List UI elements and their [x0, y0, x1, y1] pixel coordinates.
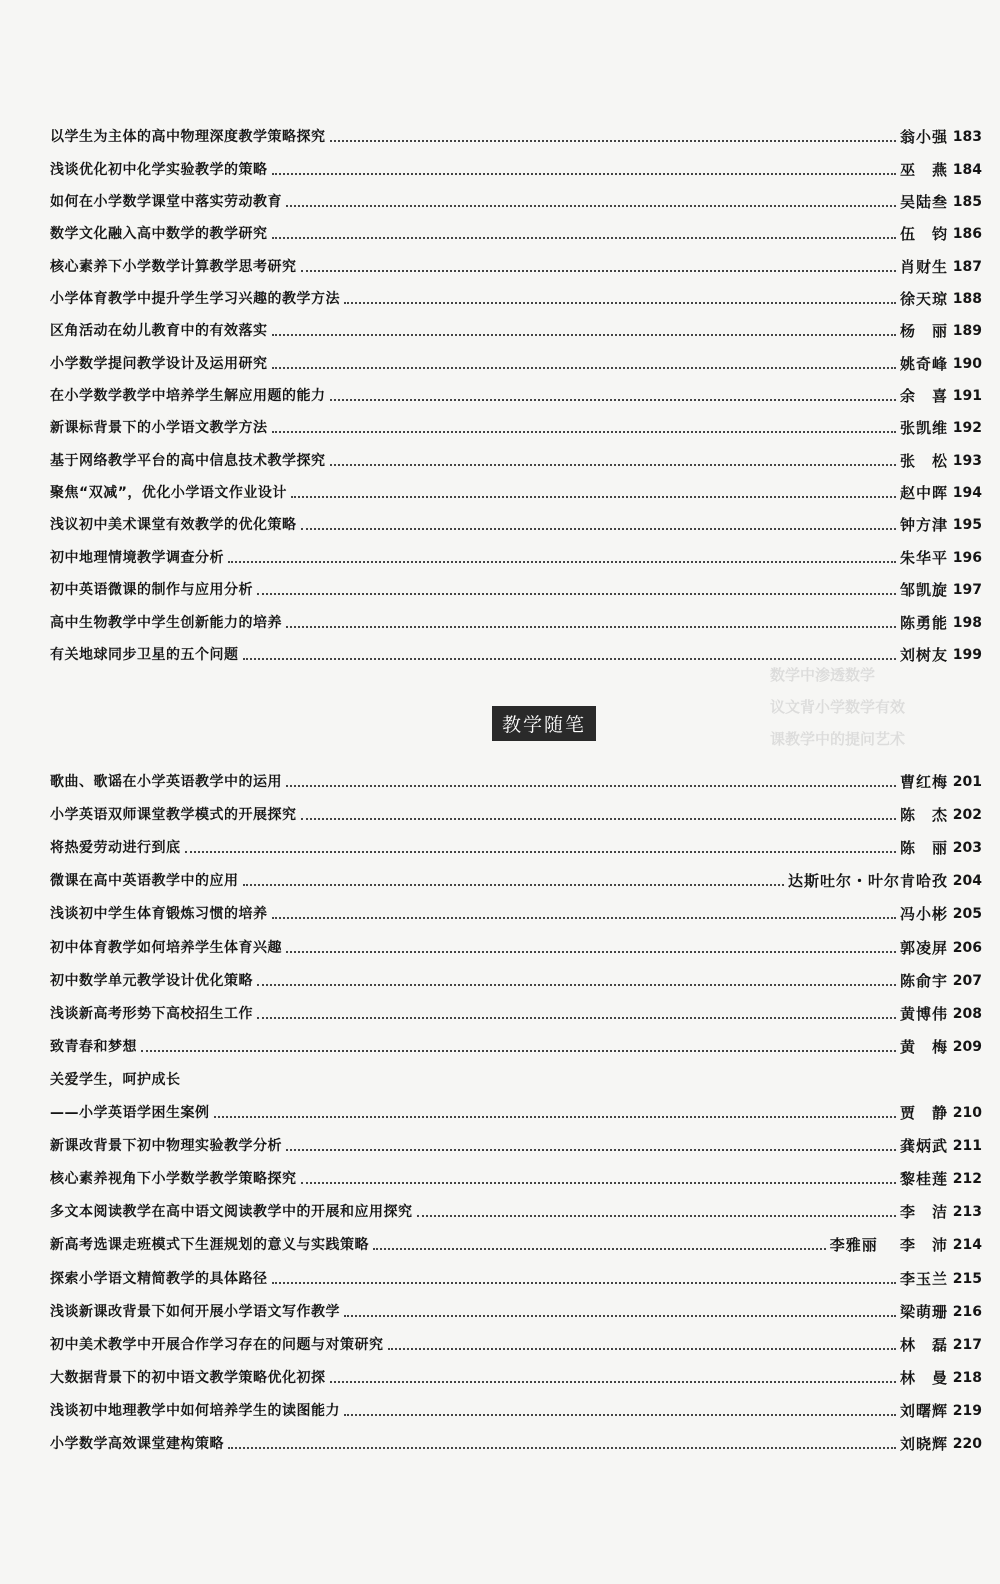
entry-page-number: 214	[952, 1237, 982, 1254]
entry-page-number: 219	[952, 1402, 982, 1419]
entry-page-number: 192	[952, 420, 982, 437]
entry-author: 陈勇能	[899, 613, 948, 632]
toc-entry	[50, 1288, 982, 1321]
section-title: 教学随笔	[492, 706, 596, 741]
dot-leader	[344, 1315, 896, 1317]
entry-title: 初中地理情境教学调查分析	[50, 549, 224, 566]
toc-entry	[50, 211, 982, 243]
entry-author: 曹红梅	[899, 773, 948, 792]
entry-author: 达斯吐尔・叶尔肯哈孜	[787, 872, 948, 891]
entry-author: 陈俞宇	[899, 971, 948, 990]
entry-author: 李雅丽 李 沛	[829, 1236, 948, 1255]
entry-author: 梁萌珊	[899, 1302, 948, 1321]
toc-entry	[50, 990, 982, 1023]
entry-author: 黎桂莲	[899, 1170, 948, 1189]
entry-page-number: 209	[952, 1038, 982, 1055]
dot-leader	[257, 593, 896, 595]
dot-leader	[243, 884, 784, 886]
toc-entry	[50, 857, 982, 890]
toc-entry	[50, 1420, 982, 1453]
bleed-through-text: 课教学中的提问艺术	[770, 730, 906, 748]
toc-entry	[50, 146, 982, 178]
entry-page-number: 196	[952, 549, 982, 566]
toc-list-top	[50, 114, 982, 664]
toc-entry	[50, 1155, 982, 1188]
entry-page-number: 185	[952, 194, 982, 211]
entry-author: 翁小强	[899, 128, 948, 147]
toc-entry	[50, 437, 982, 469]
entry-title: 核心素养视角下小学数学教学策略探究	[50, 1171, 297, 1188]
toc-entry	[50, 957, 982, 990]
dot-leader	[417, 1215, 896, 1217]
entry-author: 刘曙辉	[899, 1401, 948, 1420]
entry-title: 歌曲、歌谣在小学英语教学中的运用	[50, 774, 282, 791]
entry-title: 初中英语微课的制作与应用分析	[50, 582, 253, 599]
entry-title: 小学英语双师课堂教学模式的开展探究	[50, 807, 297, 824]
entry-author: 陈 丽	[899, 839, 948, 858]
toc-entry	[50, 340, 982, 372]
toc-entry	[50, 923, 982, 956]
dot-leader	[272, 334, 896, 336]
entry-page-number: 187	[952, 258, 982, 275]
entry-page-number: 220	[952, 1435, 982, 1452]
entry-author: 吴陆叁	[899, 193, 948, 212]
entry-page-number: 194	[952, 485, 982, 502]
bleed-through-text: 议文背小学数学有效	[770, 698, 906, 716]
dot-leader	[373, 1248, 826, 1250]
toc-entry	[50, 373, 982, 405]
toc-entry	[50, 1354, 982, 1387]
entry-author: 余 喜	[899, 387, 948, 406]
dot-leader	[344, 1414, 896, 1416]
entry-page-number: 217	[952, 1336, 982, 1353]
entry-page-number: 197	[952, 582, 982, 599]
entry-author: 黄博伟	[899, 1004, 948, 1023]
dot-leader	[330, 399, 896, 401]
toc-entry	[50, 1254, 982, 1287]
toc-entry	[50, 890, 982, 923]
dot-leader	[272, 917, 896, 919]
entry-page-number: 188	[952, 291, 982, 308]
entry-title: 初中数学单元教学设计优化策略	[50, 972, 253, 989]
entry-page-number: 202	[952, 807, 982, 824]
toc-entry	[50, 308, 982, 340]
entry-page-number: 207	[952, 972, 982, 989]
dot-leader	[257, 984, 896, 986]
entry-page-number: 189	[952, 323, 982, 340]
entry-title: 微课在高中英语教学中的应用	[50, 873, 239, 890]
dot-leader	[301, 1182, 896, 1184]
toc-entry	[50, 824, 982, 857]
entry-page-number: 201	[952, 774, 982, 791]
dot-leader	[272, 173, 896, 175]
dot-leader	[286, 626, 896, 628]
dot-leader	[272, 237, 896, 239]
entry-author: 陈 杰	[899, 806, 948, 825]
entry-page-number: 203	[952, 840, 982, 857]
entry-page-number: 212	[952, 1171, 982, 1188]
entry-page-number: 206	[952, 939, 982, 956]
dot-leader	[330, 1381, 896, 1383]
toc-list-bottom	[50, 758, 982, 1453]
entry-page-number: 199	[952, 646, 982, 663]
entry-author: 林 磊	[899, 1335, 948, 1354]
dot-leader	[243, 658, 896, 660]
entry-author: 邹凯旋	[899, 581, 948, 600]
entry-title: 如何在小学数学课堂中落实劳动教育	[50, 194, 282, 211]
entry-title: 区角活动在幼儿教育中的有效落实	[50, 323, 268, 340]
entry-title: 基于网络教学平台的高中信息技术教学探究	[50, 452, 326, 469]
entry-title: 浅谈新高考形势下高校招生工作	[50, 1005, 253, 1022]
dot-leader	[228, 1447, 896, 1449]
entry-author: 李玉兰	[899, 1269, 948, 1288]
entry-title: 小学体育教学中提升学生学习兴趣的教学方法	[50, 291, 340, 308]
toc-entry	[50, 1221, 982, 1254]
entry-title: 浅议初中美术课堂有效教学的优化策略	[50, 517, 297, 534]
entry-author: 龚炳武	[899, 1137, 948, 1156]
entry-page-number: 183	[952, 129, 982, 146]
entry-author: 冯小彬	[899, 905, 948, 924]
entry-page-number: 195	[952, 517, 982, 534]
toc-entry	[50, 1387, 982, 1420]
entry-page-number: 190	[952, 355, 982, 372]
entry-author: 李 洁	[899, 1203, 948, 1222]
entry-title: 探索小学语文精简教学的具体路径	[50, 1270, 268, 1287]
entry-title: 初中美术教学中开展合作学习存在的问题与对策研究	[50, 1336, 384, 1353]
dot-leader	[388, 1348, 896, 1350]
toc-entry	[50, 567, 982, 599]
entry-title: 大数据背景下的初中语文教学策略优化初探	[50, 1369, 326, 1386]
entry-author: 巫 燕	[899, 160, 948, 179]
entry-title: 浅谈初中学生体育锻炼习惯的培养	[50, 906, 268, 923]
entry-title: 将热爱劳动进行到底	[50, 840, 181, 857]
toc-entry	[50, 534, 982, 566]
entry-title: 致青春和梦想	[50, 1038, 137, 1055]
entry-page-number: 215	[952, 1270, 982, 1287]
toc-entry	[50, 1056, 982, 1089]
entry-author: 肖财生	[899, 257, 948, 276]
dot-leader	[330, 140, 896, 142]
toc-entry	[50, 1089, 982, 1122]
dot-leader	[291, 496, 896, 498]
entry-page-number: 211	[952, 1138, 982, 1155]
entry-page-number: 204	[952, 873, 982, 890]
entry-page-number: 184	[952, 161, 982, 178]
entry-title: 浅谈新课改背景下如何开展小学语文写作教学	[50, 1303, 340, 1320]
entry-title: ——小学英语学困生案例	[50, 1105, 210, 1122]
dot-leader	[185, 851, 896, 853]
dot-leader	[330, 464, 896, 466]
toc-entry	[50, 599, 982, 631]
entry-author: 刘树友	[899, 645, 948, 664]
entry-title: 核心素养下小学数学计算教学思考研究	[50, 258, 297, 275]
dot-leader	[272, 367, 896, 369]
entry-author: 贾 静	[899, 1104, 948, 1123]
toc-entry	[50, 114, 982, 146]
dot-leader	[228, 561, 896, 563]
entry-author: 钟方津	[899, 516, 948, 535]
toc-entry	[50, 502, 982, 534]
toc-entry	[50, 179, 982, 211]
toc-entry	[50, 1122, 982, 1155]
toc-entry	[50, 276, 982, 308]
dot-leader	[141, 1050, 896, 1052]
toc-entry	[50, 758, 982, 791]
entry-title: 聚焦“双减”，优化小学语文作业设计	[50, 485, 287, 502]
toc-entry	[50, 1023, 982, 1056]
dot-leader	[301, 528, 896, 530]
dot-leader	[301, 818, 896, 820]
toc-entry	[50, 470, 982, 502]
entry-page-number: 216	[952, 1303, 982, 1320]
toc-entry	[50, 405, 982, 437]
dot-leader	[272, 431, 896, 433]
entry-title: 浅谈优化初中化学实验教学的策略	[50, 161, 268, 178]
dot-leader	[286, 951, 896, 953]
entry-title: 关爱学生，呵护成长	[50, 1071, 181, 1088]
entry-title: 新课改背景下初中物理实验教学分析	[50, 1138, 282, 1155]
entry-page-number: 210	[952, 1105, 982, 1122]
entry-author: 徐天琼	[899, 290, 948, 309]
entry-page-number: 205	[952, 906, 982, 923]
entry-page-number: 198	[952, 614, 982, 631]
entry-author: 姚奇峰	[899, 354, 948, 373]
bleed-through-text: 数学中渗透数学	[770, 666, 876, 684]
dot-leader	[214, 1116, 896, 1118]
entry-author: 刘晓辉	[899, 1434, 948, 1453]
entry-page-number: 191	[952, 388, 982, 405]
dot-leader	[286, 205, 896, 207]
entry-author: 郭凌屏	[899, 938, 948, 957]
entry-title: 高中生物教学中学生创新能力的培养	[50, 614, 282, 631]
entry-page-number: 208	[952, 1005, 982, 1022]
entry-title: 数学文化融入高中数学的教学研究	[50, 226, 268, 243]
entry-title: 初中体育教学如何培养学生体育兴趣	[50, 939, 282, 956]
toc-entry	[50, 791, 982, 824]
entry-page-number: 193	[952, 452, 982, 469]
toc-entry	[50, 1188, 982, 1221]
entry-author: 黄 梅	[899, 1037, 948, 1056]
entry-title: 小学数学高效课堂建构策略	[50, 1435, 224, 1452]
entry-author: 张 松	[899, 451, 948, 470]
entry-author: 林 曼	[899, 1368, 948, 1387]
toc-entry	[50, 1321, 982, 1354]
entry-page-number: 186	[952, 226, 982, 243]
entry-author: 赵中晖	[899, 484, 948, 503]
dot-leader	[286, 1149, 896, 1151]
entry-author: 伍 钧	[899, 225, 948, 244]
toc-entry	[50, 243, 982, 275]
dot-leader	[257, 1017, 896, 1019]
entry-author: 朱华平	[899, 548, 948, 567]
entry-title: 有关地球同步卫星的五个问题	[50, 646, 239, 663]
dot-leader	[286, 785, 896, 787]
toc-entry	[50, 632, 982, 664]
dot-leader	[301, 270, 896, 272]
entry-title: 小学数学提问教学设计及运用研究	[50, 355, 268, 372]
entry-title: 多文本阅读教学在高中语文阅读教学中的开展和应用探究	[50, 1204, 413, 1221]
entry-title: 新高考选课走班模式下生涯规划的意义与实践策略	[50, 1237, 369, 1254]
entry-title: 在小学数学教学中培养学生解应用题的能力	[50, 388, 326, 405]
entry-author: 张凯维	[899, 419, 948, 438]
entry-title: 浅谈初中地理教学中如何培养学生的读图能力	[50, 1402, 340, 1419]
entry-author: 杨 丽	[899, 322, 948, 341]
entry-title: 新课标背景下的小学语文教学方法	[50, 420, 268, 437]
entry-page-number: 213	[952, 1204, 982, 1221]
dot-leader	[272, 1282, 896, 1284]
entry-title: 以学生为主体的高中物理深度教学策略探究	[50, 129, 326, 146]
entry-page-number: 218	[952, 1369, 982, 1386]
dot-leader	[344, 302, 896, 304]
